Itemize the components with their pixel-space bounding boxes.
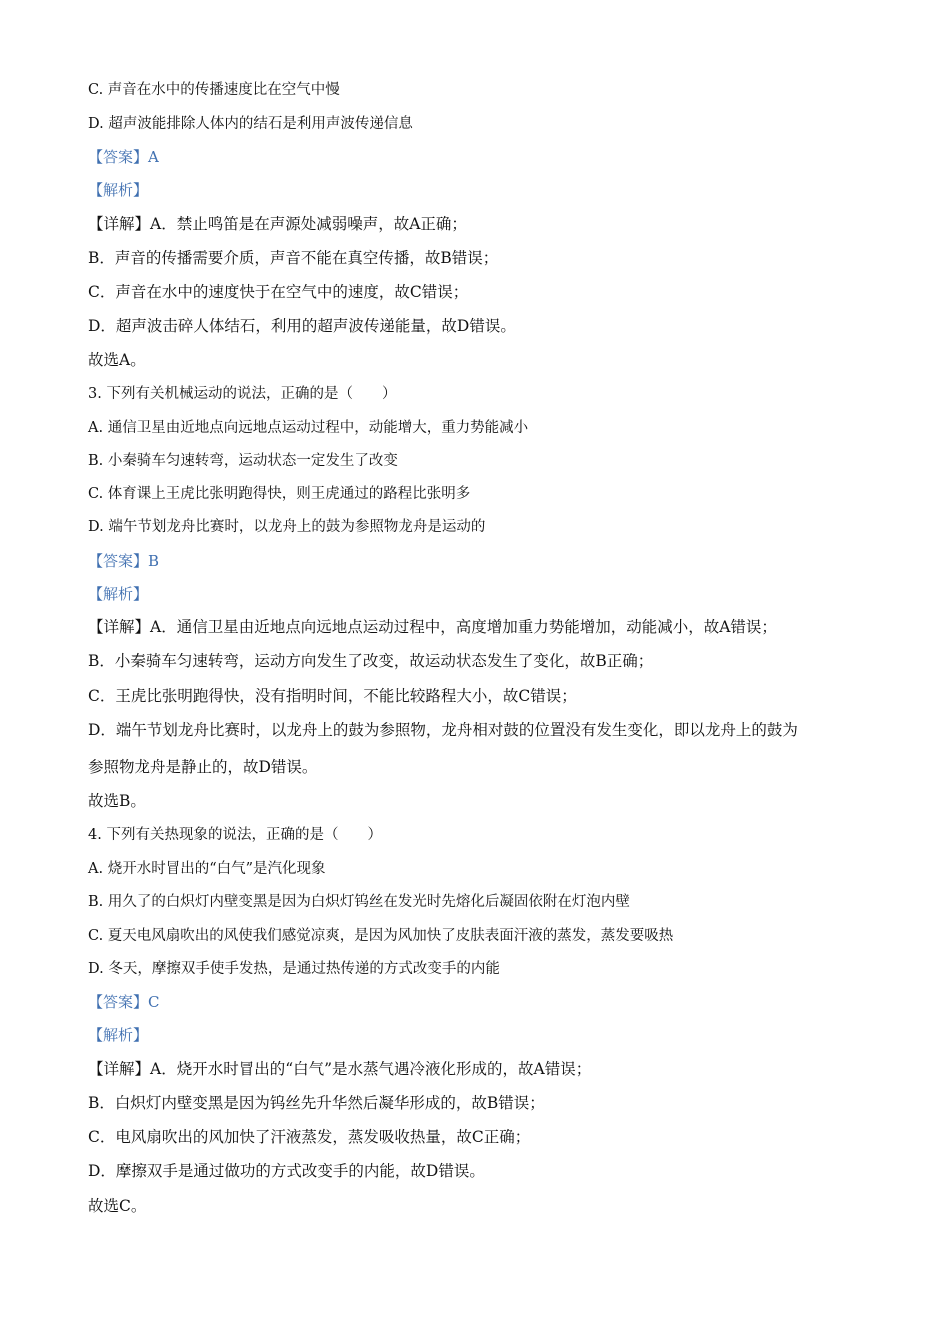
text-line: 4. 下列有关热现象的说法，正确的是（ ） xyxy=(88,827,382,843)
text-line: 参照物龙舟是静止的，故D错误。 xyxy=(88,758,318,776)
text-line: B．小秦骑车匀速转弯，运动方向发生了改变，故运动状态发生了变化，故B正确； xyxy=(88,652,654,670)
text-line: D．端午节划龙舟比赛时，以龙舟上的鼓为参照物，龙舟相对鼓的位置没有发生变化，即以龙舟上的鼓为 xyxy=(88,721,798,739)
text-line: C．王虎比张明跑得快，没有指明时间，不能比较路程大小，故C错误； xyxy=(88,687,577,705)
text-line: D. 超声波能排除人体内的结石是利用声波传递信息 xyxy=(88,116,413,132)
text-line: 故选C。 xyxy=(88,1197,147,1215)
text-line: 【详解】A．禁止鸣笛是在声源处减弱噪声，故A正确； xyxy=(88,215,467,233)
text-line: A. 烧开水时冒出的“白气”是汽化现象 xyxy=(88,861,326,877)
text-line: 故选B。 xyxy=(88,792,146,810)
text-line: B．声音的传播需要介质，声音不能在真空传播，故B错误； xyxy=(88,249,499,267)
text-line: A. 通信卫星由近地点向远地点运动过程中，动能增大，重力势能减小 xyxy=(88,420,529,436)
text-line: 【解析】 xyxy=(88,181,149,199)
text-line: C．电风扇吹出的风加快了汗液蒸发，蒸发吸收热量，故C正确； xyxy=(88,1128,531,1146)
text-line: B. 小秦骑车匀速转弯，运动状态一定发生了改变 xyxy=(88,453,398,469)
text-line: 【详解】A．烧开水时冒出的“白气”是水蒸气遇冷液化形成的，故A错误； xyxy=(88,1060,592,1078)
text-line: C. 声音在水中的传播速度比在空气中慢 xyxy=(88,82,340,98)
text-line: 3. 下列有关机械运动的说法，正确的是（ ） xyxy=(88,386,397,402)
text-line: C. 夏天电风扇吹出的风使我们感觉凉爽，是因为风加快了皮肤表面汗液的蒸发，蒸发要吸热 xyxy=(88,928,674,944)
text-line: 【答案】A xyxy=(88,148,159,166)
text-line: B. 用久了的白炽灯内壁变黑是因为白炽灯钨丝在发光时先熔化后凝固依附在灯泡内壁 xyxy=(88,894,630,910)
text-line: C．声音在水中的速度快于在空气中的速度，故C错误； xyxy=(88,283,469,301)
text-line: 【解析】 xyxy=(88,585,149,603)
text-line: D．摩擦双手是通过做功的方式改变手的内能，故D错误。 xyxy=(88,1162,485,1180)
text-line: 【详解】A．通信卫星由近地点向远地点运动过程中，高度增加重力势能增加，动能减小，故A错误； xyxy=(88,618,777,636)
text-line: D. 冬天，摩擦双手使手发热，是通过热传递的方式改变手的内能 xyxy=(88,961,500,977)
text-line: B．白炽灯内壁变黑是因为钨丝先升华然后凝华形成的，故B错误； xyxy=(88,1094,545,1112)
text-line: C. 体育课上王虎比张明跑得快，则王虎通过的路程比张明多 xyxy=(88,486,471,502)
text-line: 【解析】 xyxy=(88,1026,149,1044)
text-line: 【答案】C xyxy=(88,993,160,1011)
text-line: D．超声波击碎人体结石，利用的超声波传递能量，故D错误。 xyxy=(88,317,516,335)
text-line: D. 端午节划龙舟比赛时，以龙舟上的鼓为参照物龙舟是运动的 xyxy=(88,519,486,535)
text-line: 故选A。 xyxy=(88,351,146,369)
text-line: 【答案】B xyxy=(88,552,160,570)
